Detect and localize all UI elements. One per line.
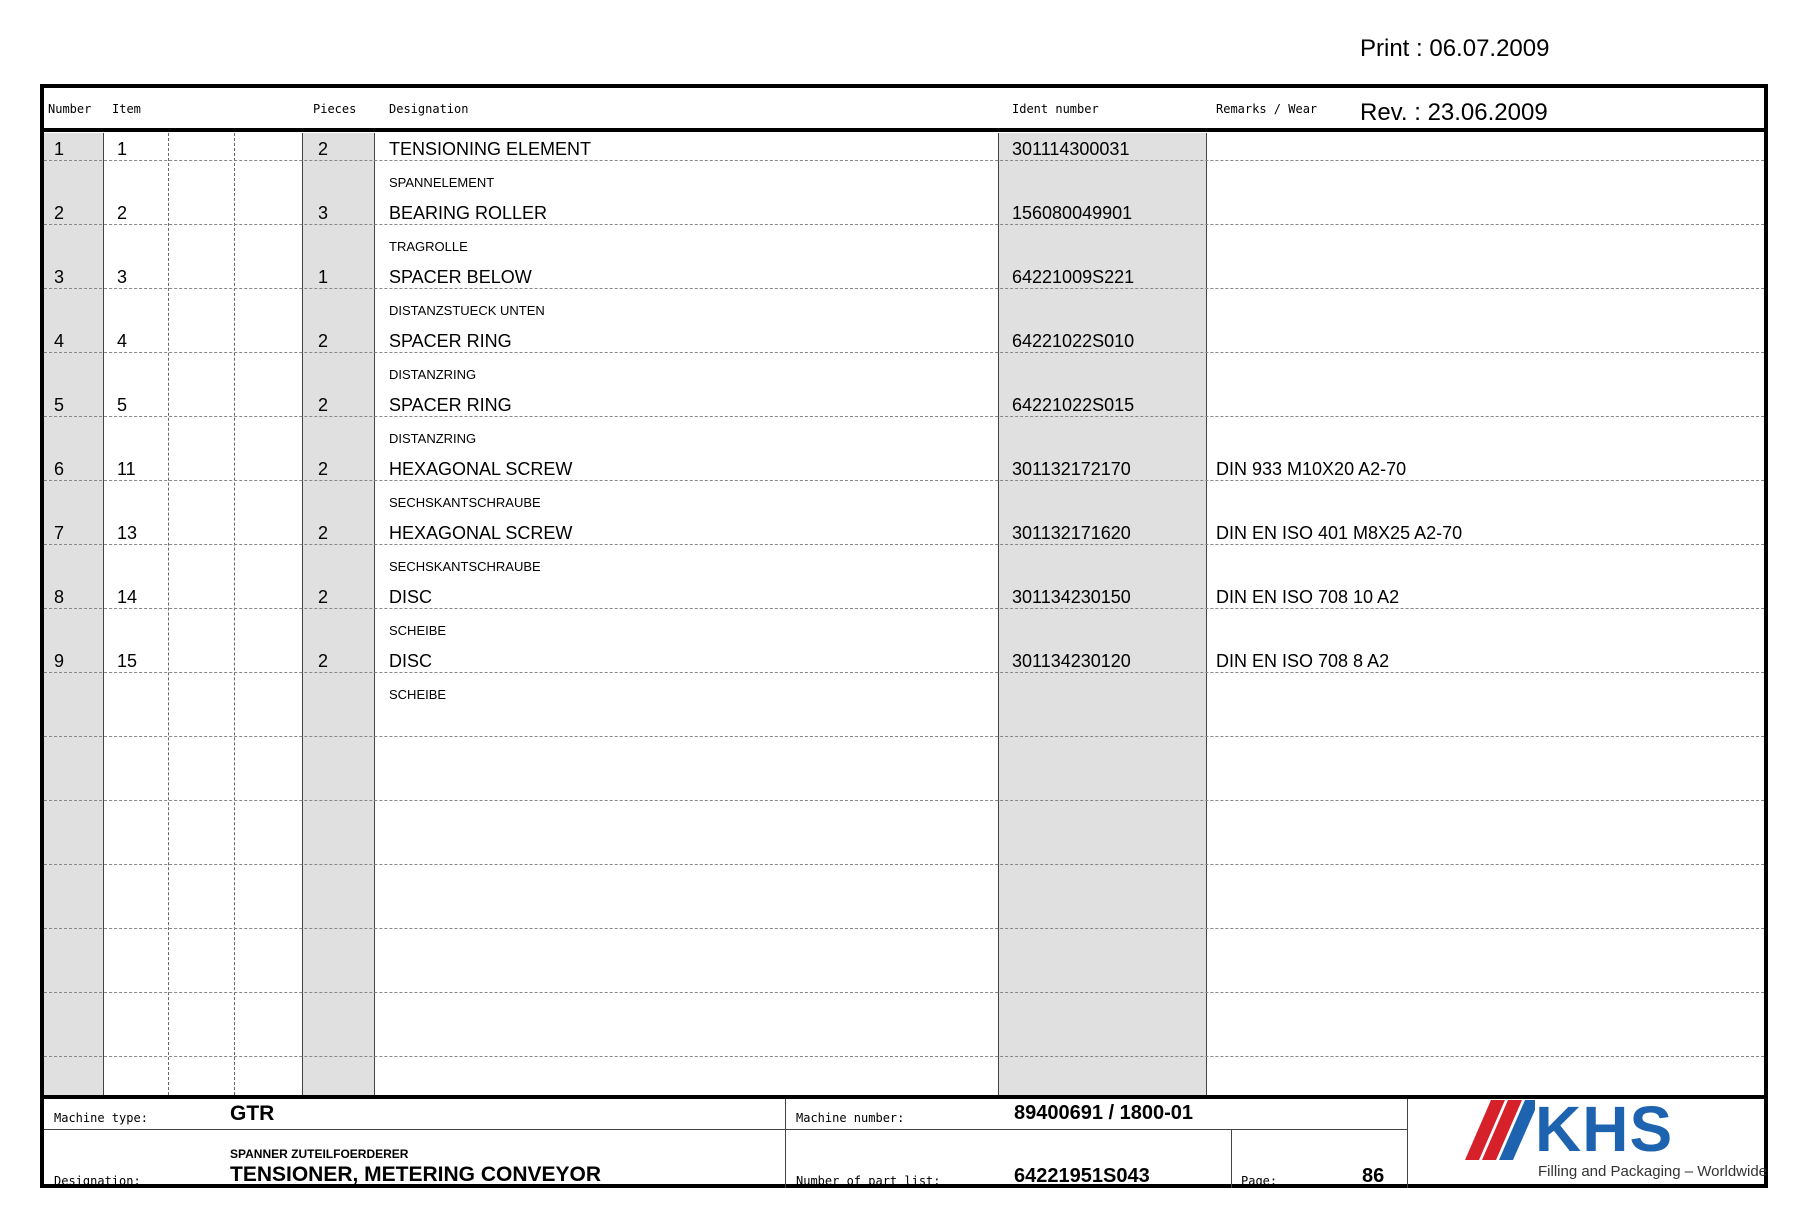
- row-divider: [44, 736, 1764, 737]
- row-designation-german: SPANNELEMENT: [389, 175, 495, 190]
- machine-number-value: 89400691 / 1800-01: [1014, 1102, 1194, 1124]
- header-rule: [44, 128, 1764, 132]
- row-pieces: 2: [318, 395, 329, 415]
- table-row: [44, 581, 1764, 645]
- row-ident-number: 301134230120: [1012, 651, 1131, 671]
- row-designation: SPACER BELOW: [389, 267, 532, 287]
- row-pieces: 2: [318, 331, 329, 351]
- row-remarks: DIN EN ISO 708 10 A2: [1216, 587, 1400, 607]
- row-pieces: 2: [318, 139, 329, 159]
- row-remarks: DIN 933 M10X20 A2-70: [1216, 459, 1407, 479]
- row-designation-german: DISTANZSTUECK UNTEN: [389, 303, 545, 318]
- table-row: [44, 453, 1764, 517]
- row-pieces: 2: [318, 523, 329, 543]
- row-ident-number: 301134230150: [1012, 587, 1131, 607]
- footer-divider: [1407, 1099, 1408, 1188]
- row-ident-number: 301132171620: [1012, 523, 1131, 543]
- table-header: [44, 88, 1764, 130]
- print-date: Print : 06.07.2009: [1360, 35, 1550, 62]
- row-item: 5: [117, 395, 128, 415]
- row-pieces: 2: [318, 459, 329, 479]
- row-item: 15: [117, 651, 138, 671]
- row-pieces: 3: [318, 203, 329, 223]
- part-list-label: Number of part list:: [796, 1174, 941, 1188]
- part-list-value: 64221951S043: [1014, 1165, 1150, 1187]
- header-designation: Designation: [389, 102, 469, 116]
- row-designation-german: TRAGROLLE: [389, 239, 468, 254]
- row-designation-german: DISTANZRING: [389, 431, 477, 446]
- header-item: Item: [112, 102, 141, 116]
- row-item: 2: [117, 203, 128, 223]
- row-pieces: 2: [318, 651, 329, 671]
- row-item: 1: [117, 139, 128, 159]
- logo-tagline: Filling and Packaging – Worldwide: [1538, 1163, 1768, 1180]
- row-ident-number: 301114300031: [1012, 139, 1130, 159]
- table-row: [44, 517, 1764, 581]
- row-divider: [44, 800, 1764, 801]
- table-row: [44, 133, 1764, 197]
- row-designation: TENSIONING ELEMENT: [389, 139, 592, 159]
- row-number: 9: [54, 651, 65, 671]
- table-row: [44, 261, 1764, 325]
- row-designation: SPACER RING: [389, 331, 512, 351]
- logo-brand: KHS: [1535, 1093, 1674, 1165]
- row-item: 3: [117, 267, 128, 287]
- row-designation: HEXAGONAL SCREW: [389, 459, 573, 479]
- row-divider: [44, 864, 1764, 865]
- row-divider: [44, 1056, 1764, 1057]
- row-item: 11: [117, 459, 136, 479]
- row-item: 4: [117, 331, 128, 351]
- row-ident-number: 64221009S221: [1012, 267, 1135, 287]
- row-number: 3: [54, 267, 65, 287]
- header-remarks: Remarks / Wear: [1216, 102, 1318, 116]
- parts-list-sheet: [40, 84, 1768, 1188]
- header-number: Number: [48, 102, 92, 116]
- footer-divider: [1231, 1129, 1232, 1188]
- row-item: 13: [117, 523, 138, 543]
- machine-type-label: Machine type:: [54, 1111, 148, 1125]
- row-divider: [44, 928, 1764, 929]
- designation-value: TENSIONER, METERING CONVEYOR: [230, 1163, 602, 1186]
- row-number: 8: [54, 587, 65, 607]
- designation-german-value: SPANNER ZUTEILFOERDERER: [230, 1147, 409, 1161]
- row-number: 5: [54, 395, 65, 415]
- row-designation: HEXAGONAL SCREW: [389, 523, 573, 543]
- parts-table: [44, 133, 1764, 1095]
- row-ident-number: 301132172170: [1012, 459, 1131, 479]
- page-number: 86: [1362, 1165, 1385, 1187]
- row-pieces: 2: [318, 587, 329, 607]
- footer-divider: [785, 1099, 786, 1188]
- row-designation-german: SCHEIBE: [389, 623, 447, 638]
- row-remarks: DIN EN ISO 401 M8X25 A2-70: [1216, 523, 1463, 543]
- revision-date: Rev. : 23.06.2009: [1360, 99, 1548, 126]
- khs-logo-icon: [1465, 1098, 1535, 1162]
- row-designation-german: SCHEIBE: [389, 687, 447, 702]
- row-pieces: 1: [318, 267, 329, 287]
- row-remarks: DIN EN ISO 708 8 A2: [1216, 651, 1390, 671]
- machine-number-label: Machine number:: [796, 1111, 905, 1125]
- machine-type-value: GTR: [230, 1102, 275, 1125]
- row-number: 7: [54, 523, 65, 543]
- row-item: 14: [117, 587, 138, 607]
- row-number: 6: [54, 459, 65, 479]
- row-ident-number: 156080049901: [1012, 203, 1133, 223]
- row-number: 1: [54, 139, 65, 159]
- designation-label: Designation:: [54, 1174, 141, 1188]
- row-ident-number: 64221022S010: [1012, 331, 1135, 351]
- row-designation: DISC: [389, 587, 433, 607]
- row-designation-german: SECHSKANTSCHRAUBE: [389, 559, 541, 574]
- row-number: 4: [54, 331, 65, 351]
- row-ident-number: 64221022S015: [1012, 395, 1135, 415]
- row-designation: SPACER RING: [389, 395, 512, 415]
- row-number: 2: [54, 203, 65, 223]
- header-ident-number: Ident number: [1012, 102, 1099, 116]
- row-divider: [44, 992, 1764, 993]
- table-row: [44, 197, 1764, 261]
- table-row: [44, 645, 1764, 709]
- footer-divider: [44, 1129, 1407, 1130]
- table-row: [44, 389, 1764, 453]
- row-designation: DISC: [389, 651, 433, 671]
- row-designation-german: SECHSKANTSCHRAUBE: [389, 495, 541, 510]
- table-row: [44, 325, 1764, 389]
- row-designation: BEARING ROLLER: [389, 203, 548, 223]
- page-label: Page:: [1241, 1174, 1278, 1188]
- row-designation-german: DISTANZRING: [389, 367, 477, 382]
- header-pieces: Pieces: [313, 102, 357, 116]
